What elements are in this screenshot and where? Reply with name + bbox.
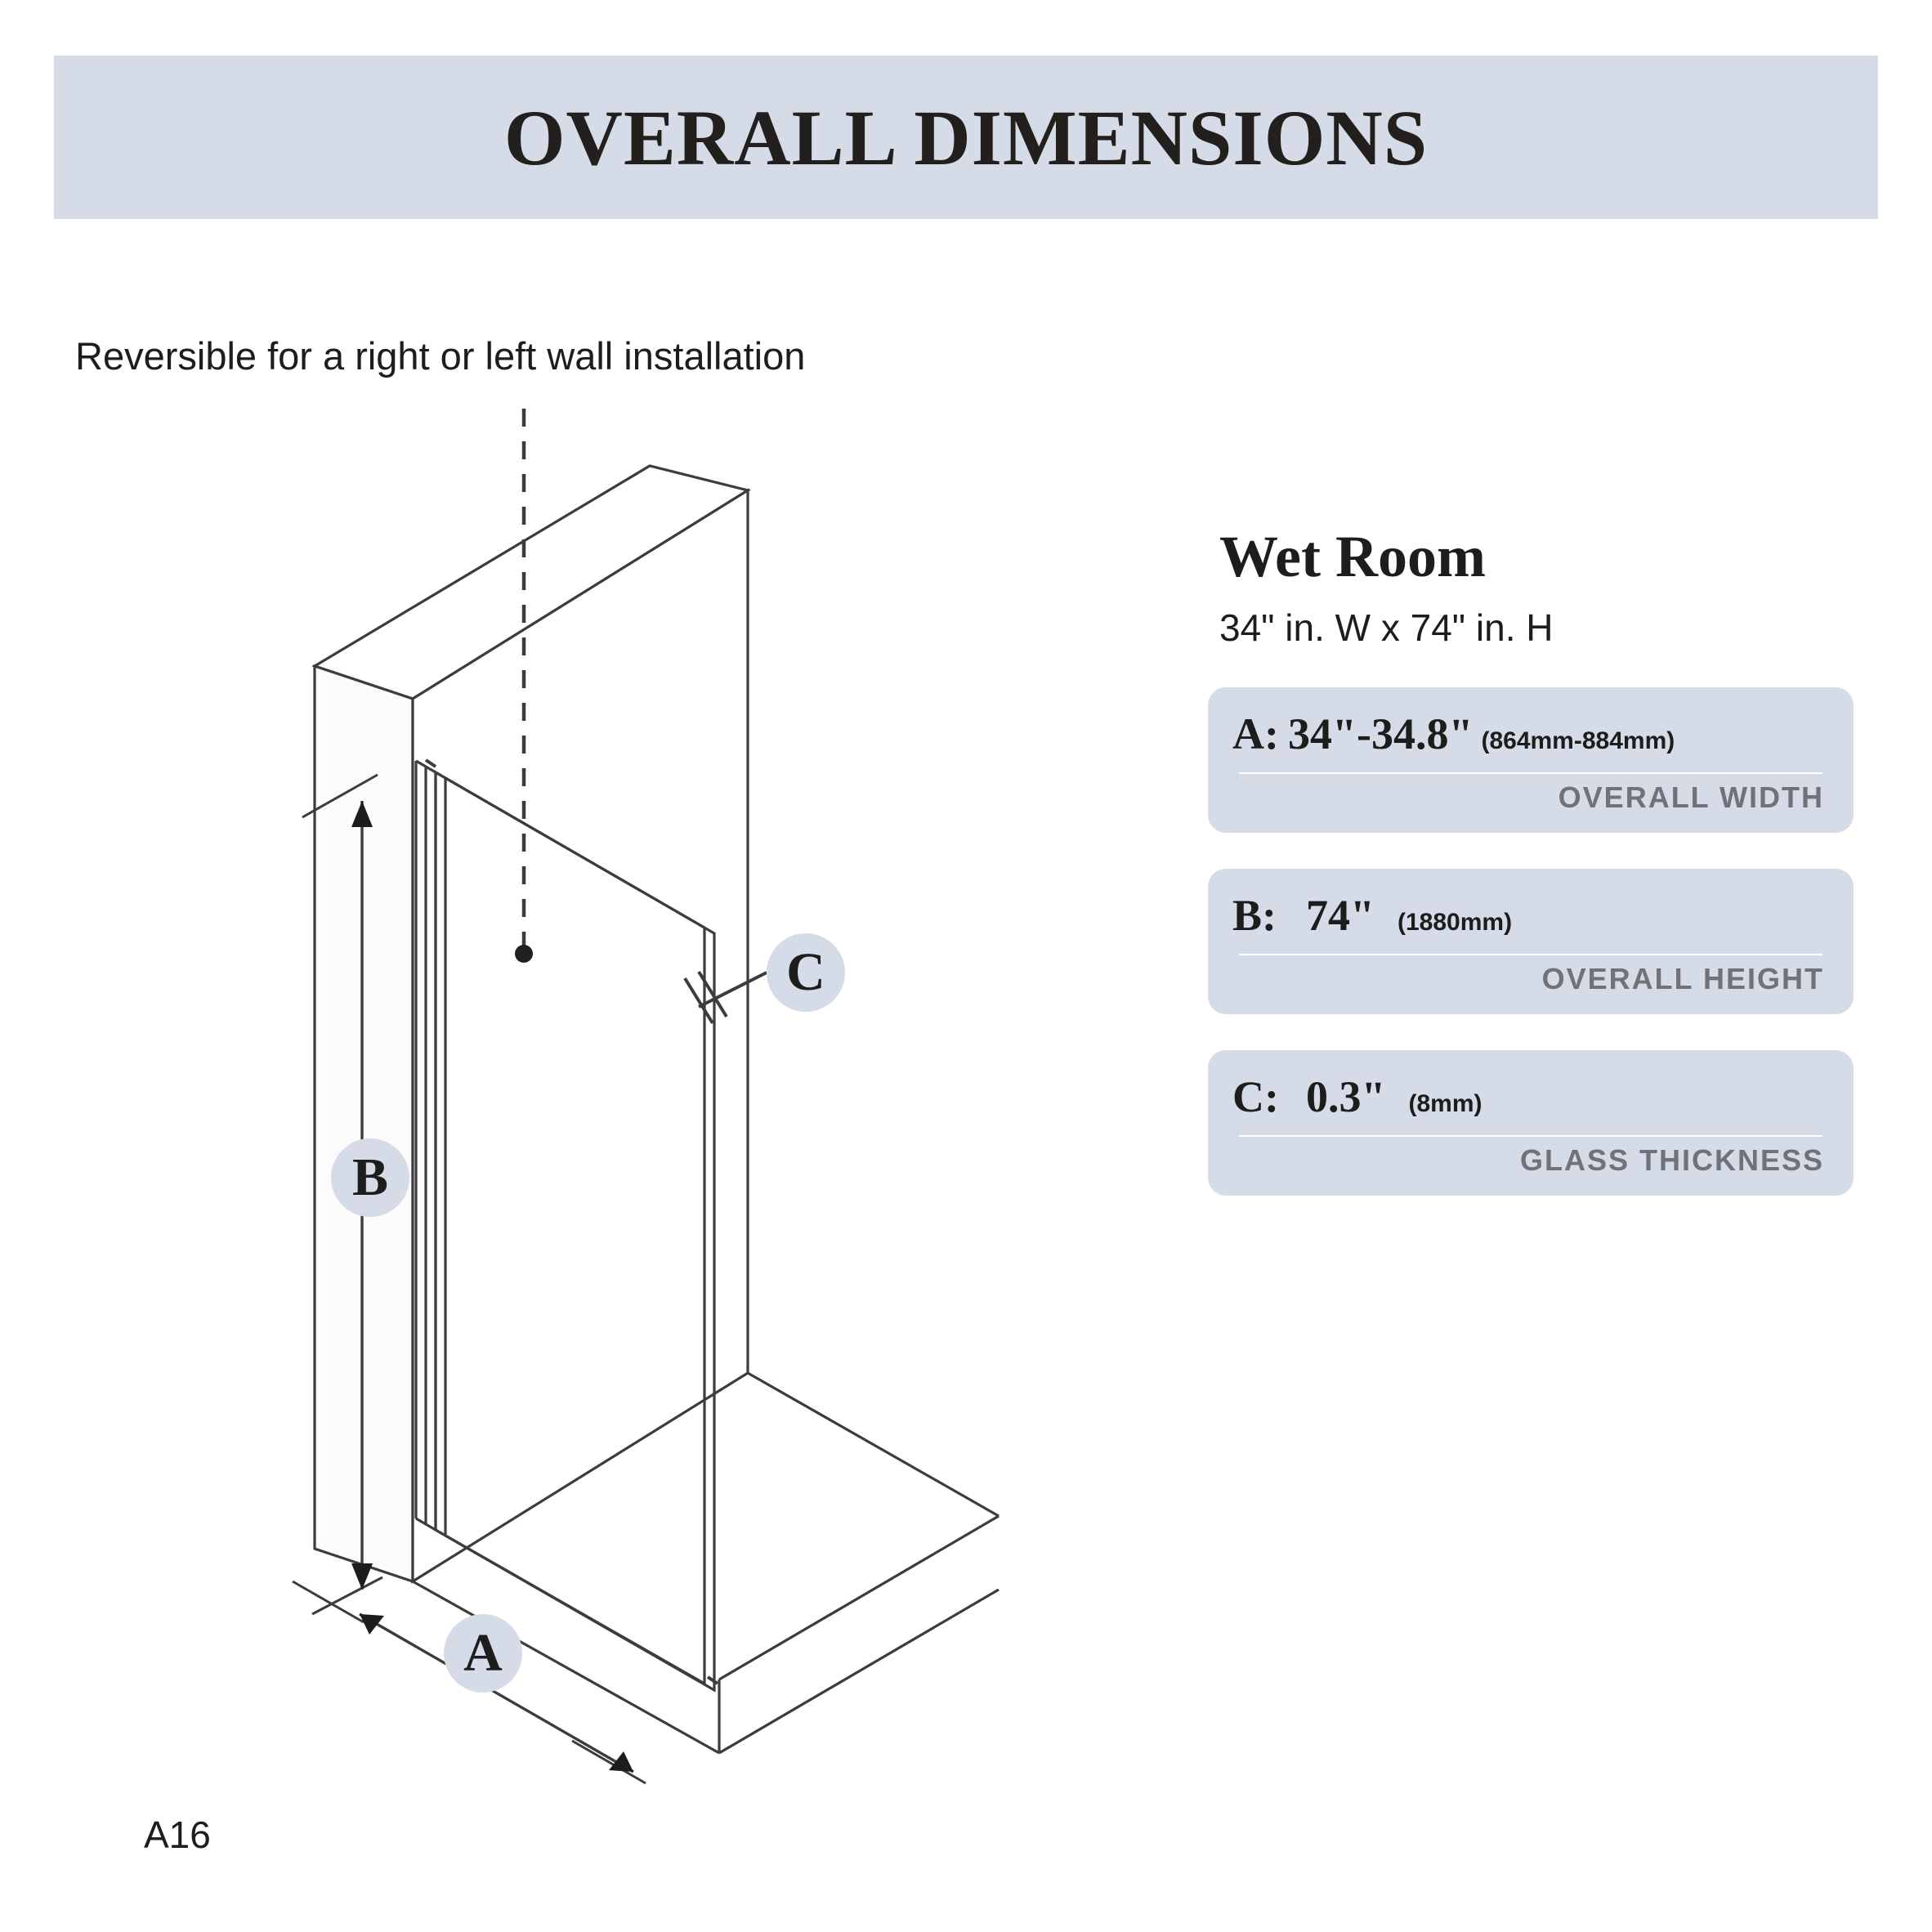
spec-b-value: 74" (1306, 891, 1375, 940)
page-title: OVERALL DIMENSIONS (503, 93, 1429, 181)
spec-b-main (1232, 890, 1829, 941)
spec-card-b (1208, 869, 1854, 1014)
spec-b-key: B: (1232, 891, 1277, 940)
product-name: Wet Room (1219, 524, 1486, 589)
spec-c-main (1232, 1071, 1829, 1122)
center-dot (515, 945, 533, 963)
page-code: A16 (144, 1813, 211, 1856)
spec-a-label: OVERALL WIDTH (1558, 780, 1824, 814)
spec-c-metric: (8mm) (1408, 1090, 1483, 1117)
spec-c-value: 0.3" (1306, 1072, 1386, 1121)
spec-card-c (1208, 1050, 1854, 1196)
spec-a-metric: (864mm-884mm) (1481, 727, 1675, 754)
spec-b-label: OVERALL HEIGHT (1541, 962, 1824, 995)
spec-a-main (1232, 709, 1829, 759)
badge-a: A (444, 1614, 522, 1693)
product-size: 34" in. W x 74" in. H (1219, 606, 1554, 649)
badge-c: C (767, 933, 845, 1012)
spec-c-label: GLASS THICKNESS (1519, 1143, 1824, 1177)
spec-a-divider (1239, 772, 1822, 774)
spec-c-divider (1239, 1135, 1822, 1137)
spec-panel (1208, 523, 1854, 1232)
spec-b-metric: (1880mm) (1397, 909, 1513, 936)
spec-c-key: C: (1232, 1072, 1279, 1121)
spec-card-a (1208, 687, 1854, 833)
reversible-note: Reversible for a right or left wall installation (75, 334, 806, 378)
spec-b-divider (1239, 954, 1822, 955)
badge-b: B (331, 1138, 409, 1217)
spec-a-key: A: (1232, 709, 1279, 758)
spec-a-value: 34"-34.8" (1288, 709, 1474, 758)
